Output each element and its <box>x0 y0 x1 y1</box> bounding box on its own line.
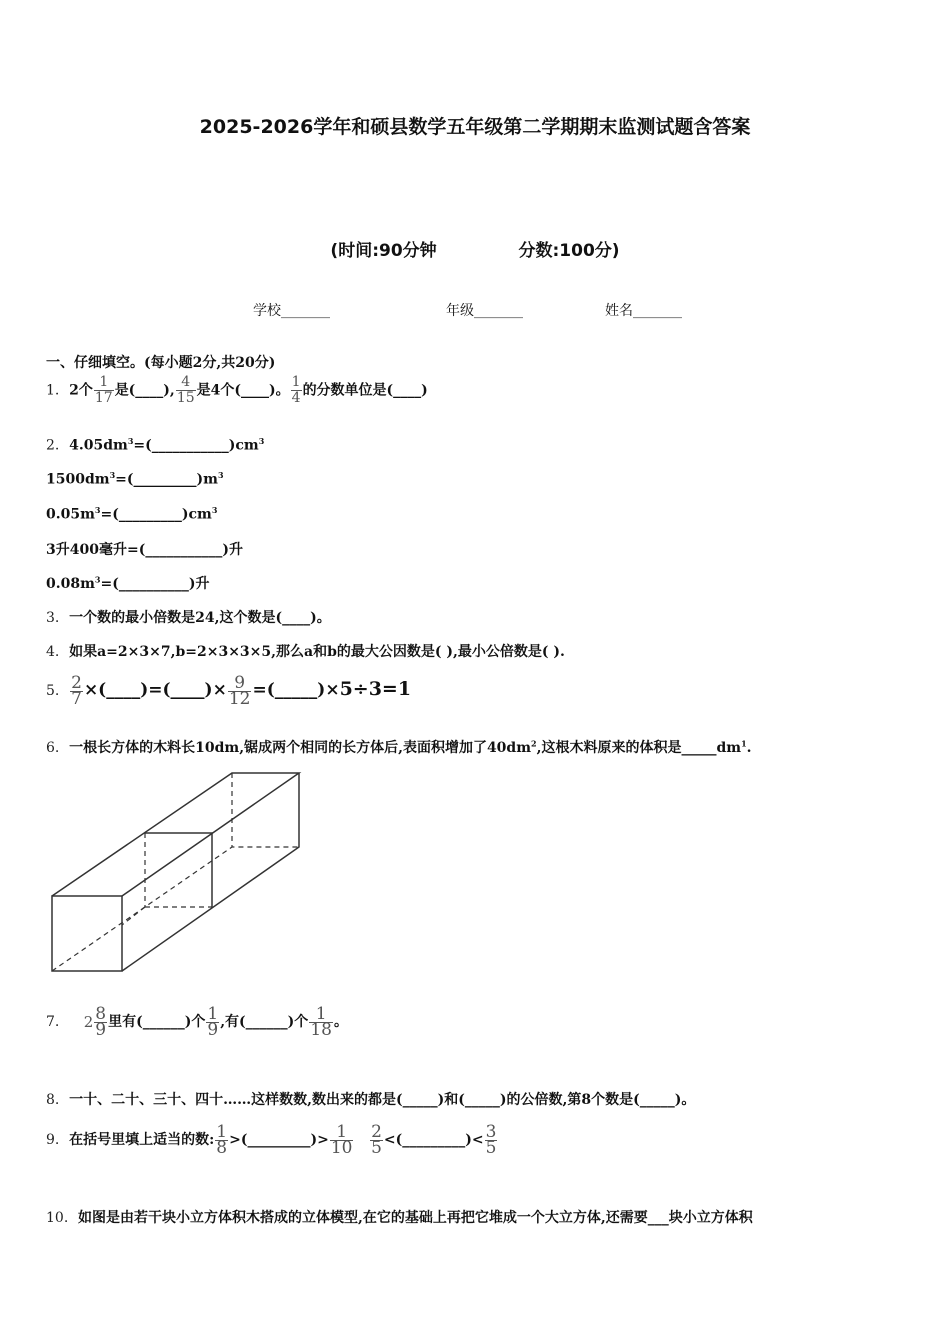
fraction: $\frac{2}{7}$ <box>71 672 82 709</box>
question-number: 10. <box>46 1210 69 1226</box>
question-number: 8. <box>46 1092 60 1108</box>
question-number: 5. <box>46 683 60 699</box>
question-2-line-1: 2. $4.05dm^3=(\_\_\_\_\_\_\_\_\_\_\_)cm^3$ <box>46 436 265 454</box>
question-number: 4. <box>46 644 60 660</box>
question-number: 3. <box>46 610 60 626</box>
fraction: $\frac{4}{15}$ <box>176 374 195 406</box>
question-number: 6. <box>46 740 60 756</box>
question-3: 3. 一个数的最小倍数是24,这个数是(____)。 <box>46 610 331 626</box>
question-2-line-3: $0.05m^3=(\_\_\_\_\_\_\_\_\_)cm^3$ <box>46 505 218 523</box>
cuboid-figure <box>44 765 309 980</box>
question-2-line-4: 3升400毫升=(___________)升 <box>46 542 243 558</box>
fraction: $\frac{9}{12}$ <box>228 672 251 709</box>
question-number: 2. <box>46 437 60 454</box>
time-label: (时间:90分钟 <box>330 241 437 261</box>
question-5: 5. $\frac{2}{7}$ ×(____)=(____)× $\frac{9}{12}$ =(_____)×5÷3=1 <box>46 672 412 709</box>
question-1: 1. 2个 $\frac{1}{17}$ 是(____), $\frac{4}{15}$ 是4个(____)。 $\frac{1}{4}$ 的分数单位是(____) <box>46 374 428 406</box>
fraction: $\frac{1}{10}$ <box>330 1121 353 1158</box>
exam-meta <box>0 236 950 261</box>
fraction: $\frac{8}{9}$ <box>95 1003 107 1040</box>
score-label: 分数:100分) <box>518 241 620 261</box>
fraction: $\frac{3}{5}$ <box>485 1121 497 1158</box>
question-2-line-2: $1500dm^3=(\_\_\_\_\_\_\_\_\_)m^3$ <box>46 470 224 488</box>
school-field[interactable]: 学校_______ <box>253 303 330 319</box>
fraction: $\frac{1}{17}$ <box>94 374 113 406</box>
question-number: 7. <box>46 1014 60 1030</box>
page-title: 2025-2026学年和硕县数学五年级第二学期期末监测试题含答案 <box>199 116 751 138</box>
fraction: $\frac{1}{8}$ <box>216 1121 228 1158</box>
question-number: 1. <box>46 382 60 399</box>
fraction: $\frac{1}{18}$ <box>310 1003 332 1040</box>
name-field[interactable]: 姓名_______ <box>605 303 682 319</box>
fraction: $\frac{2}{5}$ <box>371 1121 382 1158</box>
question-10: 10. 如图是由若干块小立方体积木搭成的立体模型,在它的基础上再把它堆成一个大立方体,还需要___块小立方体积 <box>46 1210 753 1226</box>
question-6: 6. 一根长方体的木料长10dm,锯成两个相同的长方体后,表面积增加了$40dm^2$,这根木料原来的体积是$\_\_\_\_\_dm^1$. <box>46 738 752 756</box>
question-7: 7. 2 $\frac{8}{9}$ 里有(______)个 $\frac{1}{9}$ ,有(______)个 $\frac{1}{18}$ 。 <box>46 1003 348 1040</box>
question-2-line-5: $0.08m^3=(\_\_\_\_\_\_\_\_\_\_)$升 <box>46 574 210 592</box>
question-4: 4. 如果a=2×3×7,b=2×3×3×5,那么a和b的最大公因数是( ),最小公倍数是( ). <box>46 644 565 660</box>
fraction: $\frac{1}{4}$ <box>291 374 301 406</box>
question-8: 8. 一十、二十、三十、四十……这样数数,数出来的都是(_____)和(_____)的公倍数,第8个数是(_____)。 <box>46 1092 696 1108</box>
section-heading: 一、仔细填空。(每小题2分,共20分) <box>46 355 276 371</box>
question-9: 9. 在括号里填上适当的数: $\frac{1}{8}$ >(_________)> $\frac{1}{10}$ $\frac{2}{5}$ <(_________)< $\frac{3}{5}$ <box>46 1121 497 1158</box>
fraction: $\frac{1}{9}$ <box>207 1003 219 1040</box>
question-number: 9. <box>46 1132 60 1148</box>
grade-field[interactable]: 年级_______ <box>446 303 523 319</box>
